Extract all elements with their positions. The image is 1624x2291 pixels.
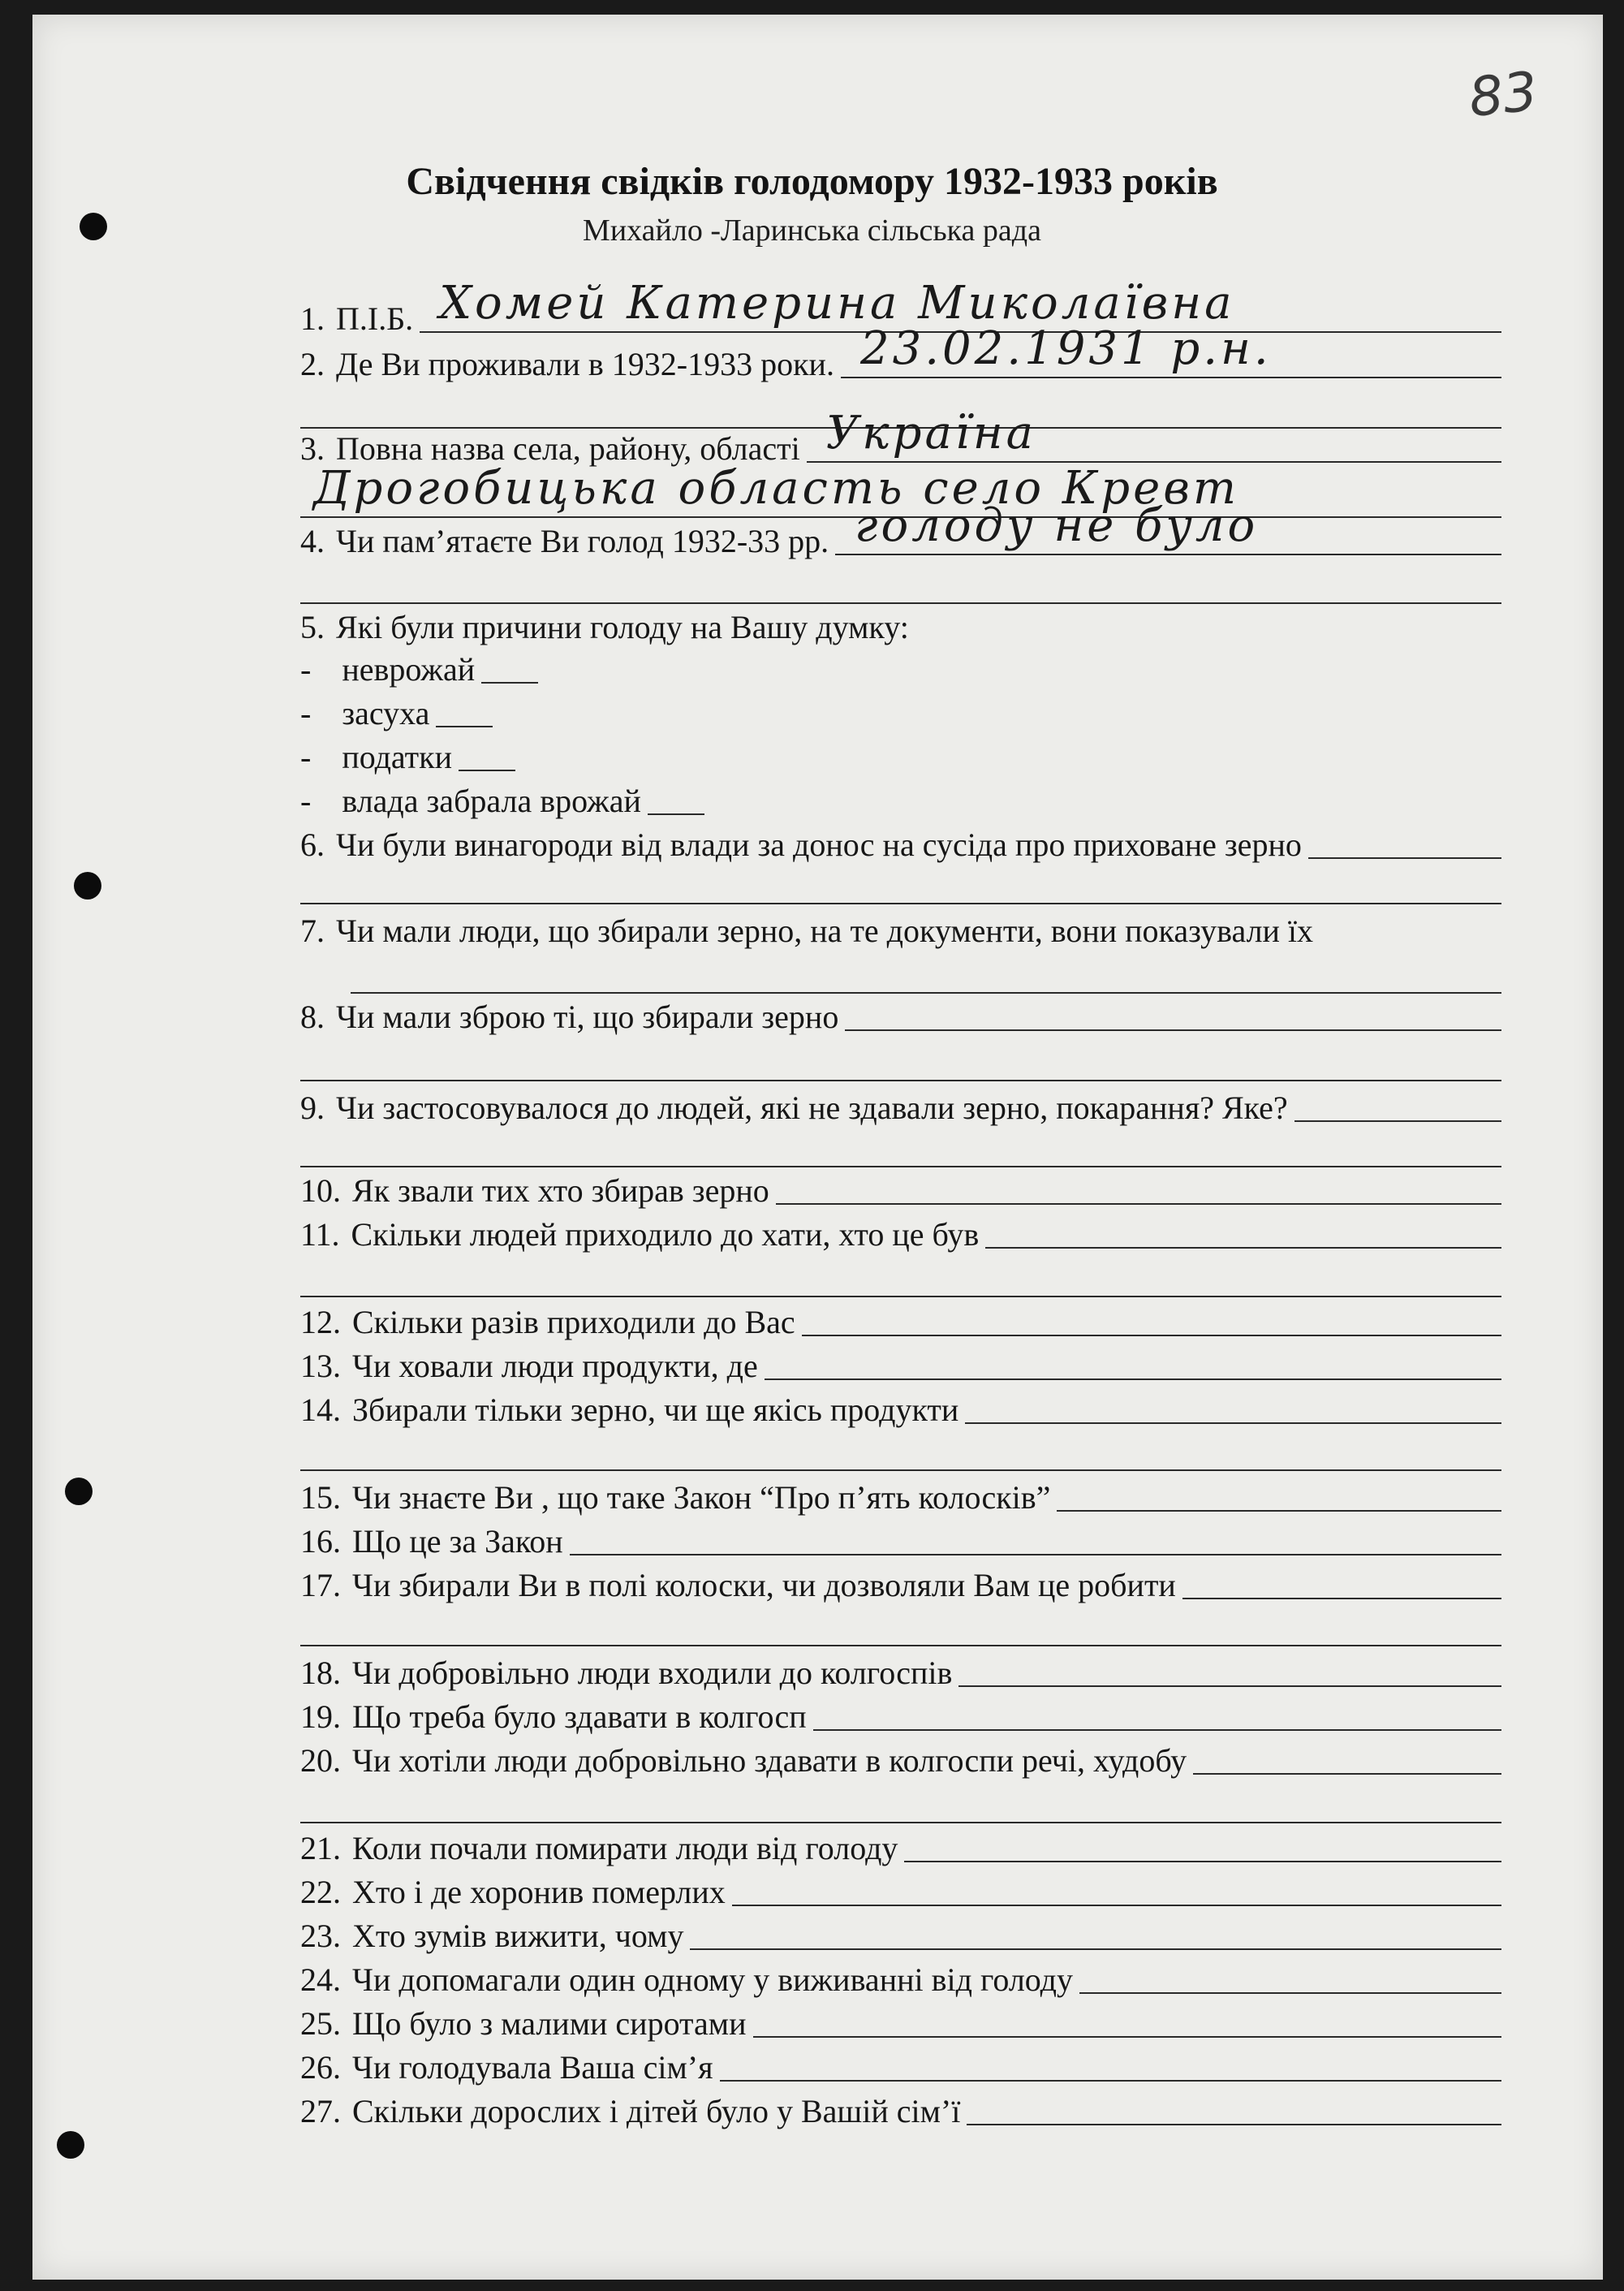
question-number: 25.: [300, 2005, 341, 2042]
question-text: Чи мали зброю ті, що збирали зерно: [336, 999, 839, 1035]
question-20: [300, 1736, 1501, 1780]
question-text: Чи мали люди, що збирали зерно, на те документи, вони показували їх: [336, 913, 1314, 949]
punch-hole: [57, 2131, 84, 2159]
question-text: Хто і де хоронив померлих: [352, 1874, 726, 1910]
question-number: 26.: [300, 2049, 341, 2086]
question-number: 22.: [300, 1874, 341, 1910]
question-13: [300, 1341, 1501, 1385]
question-25: [300, 1999, 1501, 2043]
question-number: 10.: [300, 1172, 341, 1209]
answer-line[interactable]: [807, 407, 1501, 463]
question-text: Коли почали помирати люди від голоду: [352, 1830, 898, 1866]
answer-line[interactable]: [436, 692, 493, 727]
answer-line[interactable]: [845, 995, 1501, 1031]
question-number: 19.: [300, 1698, 341, 1735]
answer-line[interactable]: [802, 1301, 1501, 1336]
question-text: Чи голодувала Ваша сім’я: [352, 2049, 713, 2086]
answer-line[interactable]: [1057, 1476, 1501, 1512]
question-12: [300, 1297, 1501, 1341]
answer-line[interactable]: [732, 1870, 1501, 1906]
question-10: [300, 1166, 1501, 1210]
question-number: 7.: [300, 913, 325, 949]
question-24: [300, 1955, 1501, 1999]
answer-line[interactable]: [765, 1344, 1501, 1380]
cause-text: неврожай: [342, 651, 476, 688]
question-text: Де Ви проживали в 1932-1933 роки.: [336, 346, 834, 382]
question-text: Скільки разів приходили до Вас: [352, 1304, 795, 1340]
page-number: 83: [1466, 59, 1540, 130]
question-number: 4.: [300, 523, 325, 559]
question-2: [300, 322, 1501, 383]
answer-line[interactable]: [1294, 1086, 1501, 1122]
question-number: 8.: [300, 999, 325, 1035]
question-text: Що треба було здавати в колгосп: [352, 1698, 807, 1735]
answer-line[interactable]: [459, 736, 515, 771]
question-text: Хто зумів вижити, чому: [352, 1918, 684, 1954]
question-7: [300, 906, 1501, 950]
answer-line[interactable]: [1193, 1739, 1501, 1775]
question-number: 15.: [300, 1479, 341, 1516]
answer-line[interactable]: [690, 1914, 1501, 1950]
answer-line[interactable]: [985, 1213, 1501, 1249]
handwritten-answer: Хомей Катерина Миколаївна: [439, 277, 1235, 330]
list-dash: -: [300, 739, 312, 775]
question-16: [300, 1517, 1501, 1560]
handwritten-answer-continuation: Дрогобицька область село Кревт: [313, 462, 1239, 515]
list-dash: -: [300, 783, 312, 819]
answer-line[interactable]: [1079, 1958, 1501, 1994]
question-text: Повна назва села, району, області: [336, 430, 800, 467]
question-number: 11.: [300, 1216, 340, 1253]
question-number: 2.: [300, 346, 325, 382]
answer-line[interactable]: [481, 648, 538, 684]
question-number: 18.: [300, 1655, 341, 1691]
question-text: Чи знаєте Ви , що таке Закон “Про п’ять колосків”: [352, 1479, 1051, 1516]
cause-text: влада забрала врожай: [342, 783, 641, 819]
question-text: Скільки людей приходило до хати, хто це був: [351, 1216, 980, 1253]
blank-line[interactable]: [300, 903, 1501, 904]
question-19: [300, 1692, 1501, 1736]
punch-hole: [74, 872, 101, 900]
handwritten-answer: голоду не було: [855, 499, 1259, 552]
question-number: 1.: [300, 300, 325, 337]
cause-text: податки: [342, 739, 452, 775]
question-number: 16.: [300, 1523, 341, 1560]
blank-line[interactable]: [300, 1645, 1501, 1646]
question-text: Чи добровільно люди входили до колгоспів: [352, 1655, 953, 1691]
question-26: [300, 2043, 1501, 2086]
question-8: [300, 992, 1501, 1036]
question-5: [300, 602, 1501, 646]
question-17: [300, 1560, 1501, 1604]
answer-line[interactable]: [835, 499, 1501, 555]
handwritten-answer: 23.02.1931 р.н.: [859, 322, 1272, 375]
question-number: 24.: [300, 1961, 341, 1998]
question-text: Чи допомагали один одному у виживанні від голоду: [352, 1961, 1074, 1998]
answer-line[interactable]: [1308, 823, 1501, 859]
question-6: [300, 820, 1501, 864]
question-18: [300, 1648, 1501, 1692]
question-27: [300, 2086, 1501, 2130]
list-dash: -: [300, 651, 312, 688]
punch-hole: [65, 1478, 93, 1505]
question-text: Як звали тих хто збирав зерно: [352, 1172, 769, 1209]
question-number: 12.: [300, 1304, 341, 1340]
page-subtitle: Михайло -Ларинська сільська рада: [583, 214, 1041, 248]
blank-line[interactable]: [300, 1080, 1501, 1081]
answer-line[interactable]: [720, 2046, 1501, 2082]
question-22: [300, 1867, 1501, 1911]
question-number: 17.: [300, 1567, 341, 1603]
question-number: 21.: [300, 1830, 341, 1866]
answer-line[interactable]: [813, 1695, 1501, 1731]
question-14: [300, 1385, 1501, 1429]
question-number: 3.: [300, 430, 325, 467]
question-number: 20.: [300, 1742, 341, 1779]
answer-line[interactable]: [904, 1827, 1501, 1862]
question-number: 6.: [300, 826, 325, 863]
question-23: [300, 1911, 1501, 1955]
question-3: [300, 407, 1501, 468]
question-text: П.І.Б.: [336, 300, 414, 337]
cause-option: [300, 776, 1501, 820]
cause-option: [300, 645, 1501, 688]
question-11: [300, 1210, 1501, 1253]
question-4: [300, 499, 1501, 560]
list-dash: -: [300, 695, 312, 731]
question-text: Чи ховали люди продукти, де: [352, 1348, 758, 1384]
answer-line[interactable]: [648, 779, 704, 815]
cause-text: засуха: [342, 695, 430, 731]
question-15: [300, 1473, 1501, 1517]
answer-line[interactable]: [965, 1388, 1501, 1424]
cause-option: [300, 732, 1501, 776]
question-9: [300, 1083, 1501, 1127]
question-text: Чи були винагороди від влади за донос на сусіда про приховане зерно: [336, 826, 1302, 863]
question-number: 27.: [300, 2093, 341, 2129]
answer-line[interactable]: [967, 2090, 1501, 2125]
question-text: Чи хотіли люди добровільно здавати в колгоспи речі, худобу: [352, 1742, 1187, 1779]
question-text: Збирали тільки зерно, чи ще якісь продукти: [352, 1391, 959, 1428]
cause-option: [300, 688, 1501, 732]
question-text: Які були причини голоду на Вашу думку:: [336, 609, 909, 645]
question-text: Скільки дорослих і дітей було у Вашій сім’ї: [352, 2093, 961, 2129]
answer-line[interactable]: [570, 1520, 1501, 1555]
question-number: 13.: [300, 1348, 341, 1384]
question-text: Чи пам’ятаєте Ви голод 1932-33 рр.: [336, 523, 829, 559]
answer-line[interactable]: [841, 322, 1501, 378]
answer-line[interactable]: [776, 1169, 1501, 1205]
question-21: [300, 1823, 1501, 1867]
question-number: 14.: [300, 1391, 341, 1428]
question-text: Чи збирали Ви в полі колоски, чи дозволяли Вам це робити: [352, 1567, 1176, 1603]
answer-line[interactable]: [753, 2002, 1502, 2038]
blank-line[interactable]: [300, 1469, 1501, 1471]
question-number: 23.: [300, 1918, 341, 1954]
question-text: Що це за Закон: [352, 1523, 563, 1560]
handwritten-answer: Україна: [825, 407, 1037, 459]
question-number: 9.: [300, 1089, 325, 1126]
question-text: Що було з малими сиротами: [352, 2005, 747, 2042]
page-title: Свідчення свідків голодомору 1932-1933 років: [406, 160, 1218, 203]
answer-line[interactable]: [1182, 1564, 1501, 1599]
question-number: 5.: [300, 609, 325, 645]
question-text: Чи застосовувалося до людей, які не здавали зерно, покарання? Яке?: [336, 1089, 1288, 1126]
answer-line[interactable]: [958, 1651, 1501, 1687]
